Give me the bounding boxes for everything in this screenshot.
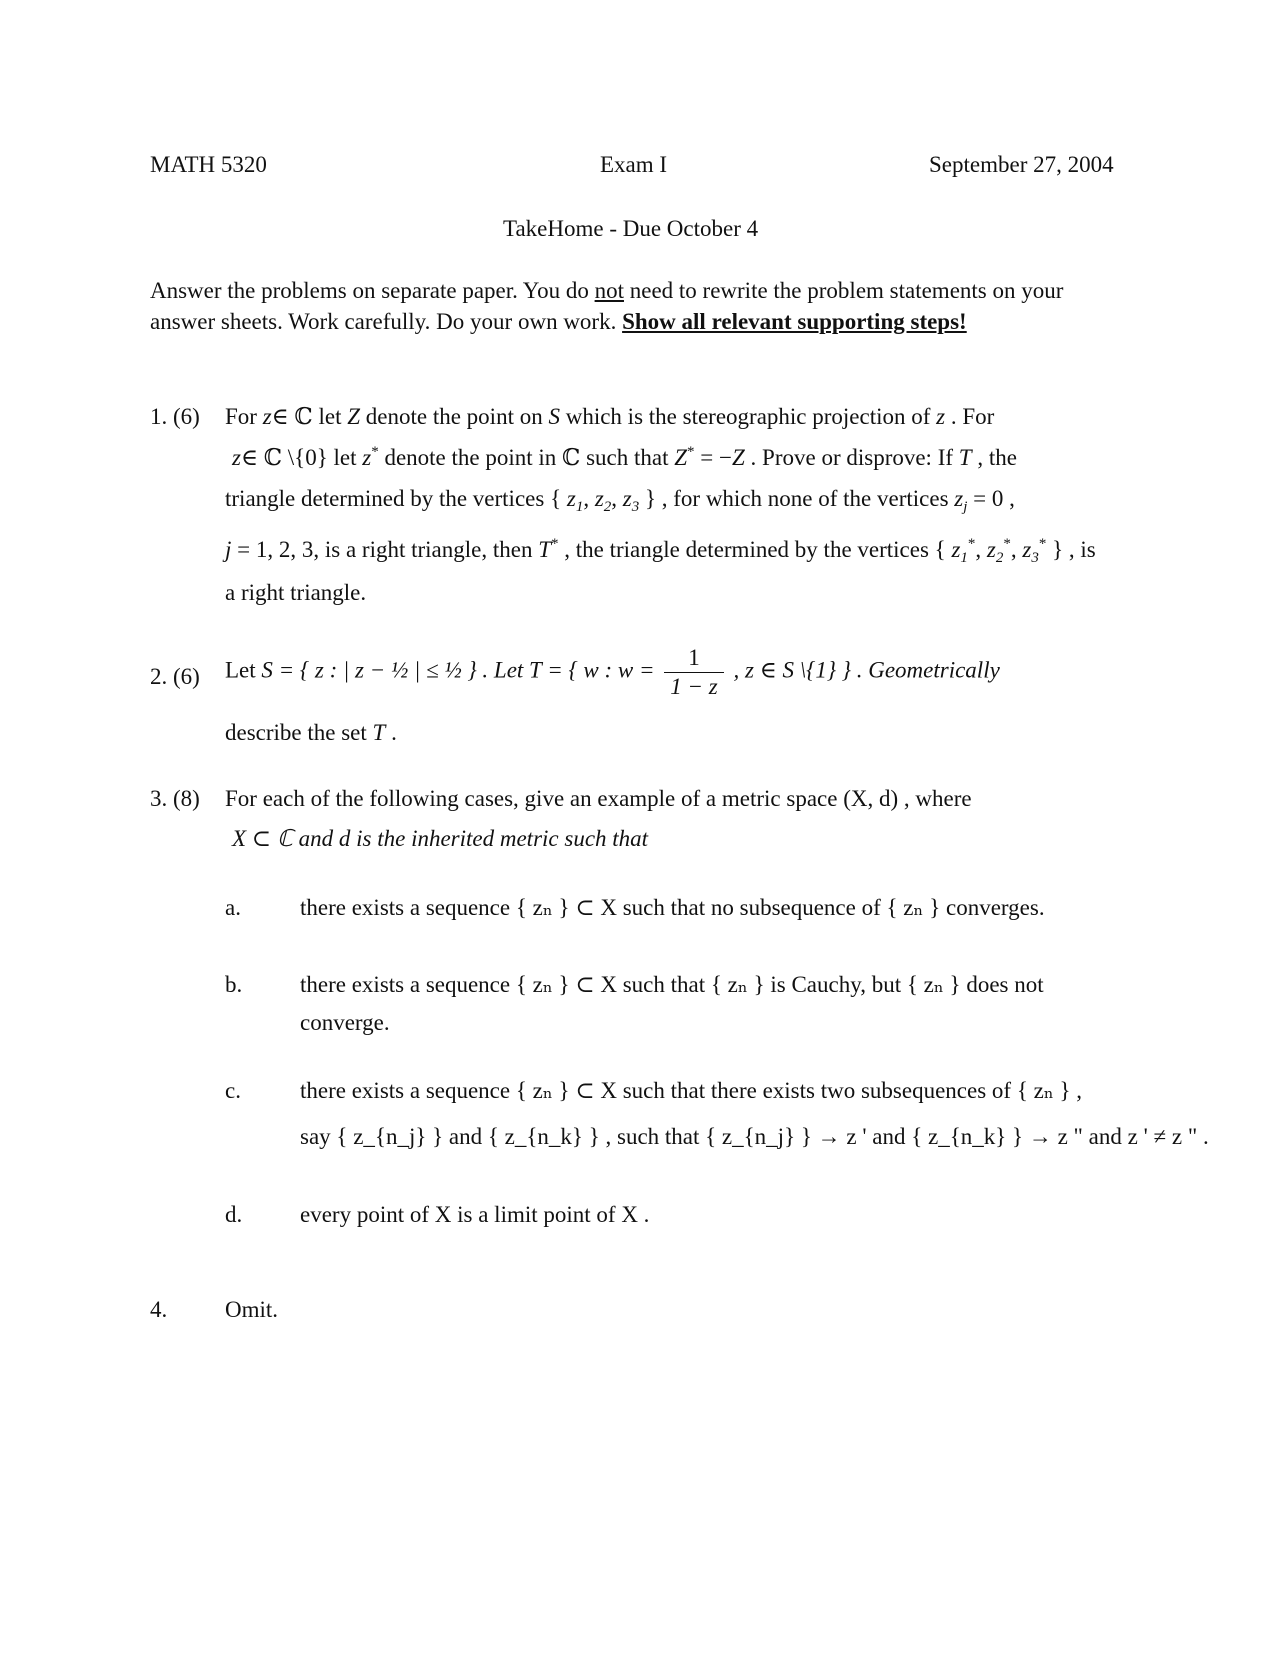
var: z: [232, 445, 241, 470]
problem-3b-text-1: there exists a sequence { zₙ } ⊂ X such that { zₙ } is Cauchy, but { zₙ } does not: [300, 972, 1044, 997]
fraction-numerator: 1: [664, 644, 723, 673]
course-code: MATH 5320: [150, 152, 267, 177]
text: , z ∈ S \{1} } . Geometrically: [727, 657, 1000, 683]
sup: *: [1003, 536, 1011, 552]
sub: 1: [575, 499, 584, 515]
sub: 3: [1031, 550, 1039, 566]
problem-3-label: 3. (8): [150, 786, 200, 811]
problem-2-line-1: [225, 644, 1000, 700]
var: z: [566, 486, 576, 511]
problem-4-text: Omit.: [225, 1297, 279, 1322]
problem-1-label: 1. (6): [150, 404, 200, 429]
sub: 2: [603, 499, 612, 515]
var: T: [958, 445, 972, 470]
problem-1-line-4: [225, 536, 1096, 567]
problem-3d-label: d.: [225, 1202, 243, 1227]
instructions-line-2: [150, 309, 967, 335]
text: = 0 ,: [967, 486, 1015, 511]
text: For: [225, 404, 263, 429]
problem-4-label: 4.: [150, 1297, 168, 1322]
set-definition: S = { z : | z − ½ | ≤ ½ } . Let T = { w : w =: [261, 657, 661, 683]
var: S: [548, 404, 560, 429]
problem-3a-text: there exists a sequence { zₙ } ⊂ X such that no subsequence of { zₙ } converges.: [300, 895, 1045, 920]
fraction-denominator: 1 − z: [670, 673, 718, 699]
var: z: [594, 486, 604, 511]
exam-subtitle: TakeHome - Due October 4: [503, 216, 759, 241]
instructions-line-1: [150, 278, 1063, 304]
instructions-text: need to rewrite the problem statements on your: [623, 278, 1064, 303]
sup: *: [967, 536, 976, 552]
text: ,: [611, 486, 623, 511]
var: T: [538, 537, 551, 562]
sub: 2: [995, 550, 1004, 566]
sup: *: [371, 444, 379, 460]
fraction: [664, 644, 723, 700]
instructions-text: Answer the problems on separate paper. You do: [150, 278, 595, 303]
exam-title: Exam I: [600, 152, 668, 177]
var: z: [954, 486, 964, 511]
text: Let: [225, 657, 262, 683]
sup: *: [687, 444, 695, 460]
problem-2-line-2: [225, 720, 397, 746]
problem-1-line-1: [225, 404, 994, 430]
text: ,: [975, 537, 987, 562]
text: } , is: [1046, 537, 1096, 562]
instructions-text: answer sheets. Work carefully. Do your own work.: [150, 309, 623, 334]
problem-1-line-5: a right triangle.: [225, 580, 367, 605]
problem-3c-label: c.: [225, 1078, 241, 1103]
text: , the triangle determined by the vertices {: [558, 537, 952, 562]
var: z: [951, 537, 961, 562]
var: z: [1022, 537, 1032, 562]
problem-3-line-2: X ⊂ ℂ and d is the inherited metric such that: [232, 826, 649, 851]
instructions-not: not: [594, 278, 624, 303]
text: .: [385, 720, 397, 745]
text: . For: [945, 404, 995, 429]
text: . Prove or disprove: If: [744, 445, 959, 470]
text: = −: [694, 445, 732, 470]
text: denote the point on: [360, 404, 549, 429]
var: z: [622, 486, 632, 511]
var: z: [362, 445, 372, 470]
sub: 1: [960, 550, 968, 566]
instructions-emphasis: Show all relevant supporting steps!: [622, 309, 967, 334]
var: z: [936, 404, 946, 429]
text: } , for which none of the vertices: [639, 486, 955, 511]
problem-3b-label: b.: [225, 972, 243, 997]
problem-3d-text: every point of X is a limit point of X .: [300, 1202, 650, 1227]
text: ∈ ℂ \{0} let: [240, 445, 363, 470]
text: denote the point in ℂ such that: [378, 445, 675, 470]
var: j: [225, 537, 232, 562]
var: z: [262, 404, 272, 429]
sub: 3: [631, 499, 640, 515]
problem-1-line-2: [232, 444, 1017, 471]
var: Z: [731, 445, 745, 470]
exam-date: September 27, 2004: [929, 152, 1114, 177]
text: = 1, 2, 3, is a right triangle, then: [231, 537, 539, 562]
var: Z: [347, 404, 361, 429]
text: triangle determined by the vertices {: [225, 486, 567, 511]
sub: j: [963, 499, 968, 515]
text: which is the stereographic projection of: [559, 404, 937, 429]
problem-1-line-3: [225, 486, 1015, 516]
text: describe the set: [225, 720, 373, 745]
text: ,: [583, 486, 595, 511]
text: ,: [1010, 537, 1023, 562]
var: Z: [674, 445, 688, 470]
problem-2-label: 2. (6): [150, 664, 200, 689]
problem-3c-text-1: there exists a sequence { zₙ } ⊂ X such that there exists two subsequences of { zₙ } ,: [300, 1078, 1083, 1103]
var: T: [372, 720, 386, 745]
sup: *: [1038, 536, 1047, 552]
var: z: [986, 537, 996, 562]
text: , the: [971, 445, 1017, 470]
problem-3a-label: a.: [225, 895, 241, 920]
problem-3c-text-2: say { z_{n_j} } and { z_{n_k} } , such that { z_{n_j} } → z ' and { z_{n_k} } → z " and z ' ≠ z " .: [300, 1124, 1209, 1149]
problem-3-line-1: For each of the following cases, give an example of a metric space (X, d) , where: [225, 786, 972, 811]
sup: *: [551, 536, 559, 552]
problem-3b-text-2: converge.: [300, 1010, 390, 1035]
text: ∈ ℂ let: [271, 404, 348, 429]
